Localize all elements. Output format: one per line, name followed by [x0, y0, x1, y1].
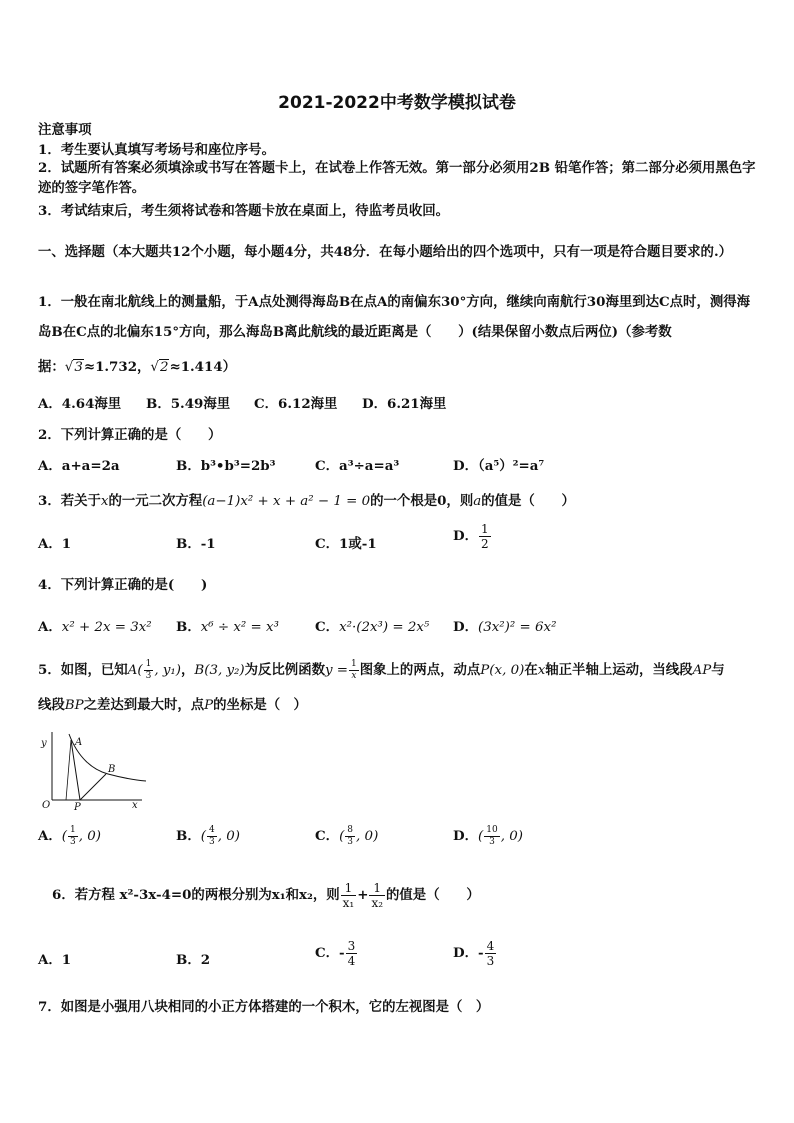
approx-2: ≈1.414）	[169, 359, 237, 375]
q6-option-c[interactable]: C．- $\frac{3}{4}$	[315, 939, 356, 968]
q5-option-d[interactable]: D．( $\frac{10}{3}$ , 0)	[453, 825, 523, 847]
question-2-text: 2．下列计算正确的是（ ）	[38, 427, 222, 443]
q3-option-b[interactable]: B．-1	[176, 536, 216, 552]
q3-option-d-fraction: $\frac{1}{2}$	[481, 522, 489, 551]
fig-segment-ap	[71, 740, 80, 800]
sqrt3: √3	[64, 360, 83, 375]
page-title: 2021-2022中考数学模拟试卷	[278, 93, 516, 113]
q5-option-b[interactable]: B．( $\frac{4}{3}$ , 0)	[176, 825, 240, 847]
q5-figure	[38, 728, 156, 814]
sqrt2: √2	[150, 360, 169, 375]
question-1-data-prefix: 据：	[38, 359, 65, 375]
notice-heading: 注意事项	[38, 122, 92, 138]
q2-option-a[interactable]: A．a+a=2a	[38, 458, 120, 474]
q1-option-a[interactable]: A．4.64海里	[38, 396, 122, 412]
q1-option-c[interactable]: C．6.12海里	[254, 396, 338, 412]
section-heading: 一、选择题（本大题共12个小题，每小题4分，共48分．在每小题给出的四个选项中，只有一项是符合题目要求的.）	[38, 244, 732, 260]
q6-option-a[interactable]: A．1	[38, 952, 72, 968]
q3-option-d[interactable]: D． $\frac{1}{2}$	[453, 522, 489, 551]
q3-option-c[interactable]: C．1或-1	[315, 536, 377, 552]
q4-option-b[interactable]: B．x⁶ ÷ x² = x³	[176, 619, 279, 635]
notice-item-3: 3．考试结束后，考生须将试卷和答题卡放在桌面上，待监考员收回。	[38, 203, 450, 219]
q5-option-a[interactable]: A．( $\frac{1}{3}$ , 0)	[38, 825, 102, 847]
question-5-line-1: 5．如图，已知A( $\frac{1}{3}$ , y₁)，B(3, y₂)为反比例函数y = $\frac{1}{x}$ 图象上的两点，动点P(x, 0)在x轴正半轴上运动，当线段AP与	[38, 659, 725, 681]
fig-dashed	[66, 740, 71, 800]
q2-option-d[interactable]: D．（a⁵）²=a⁷	[453, 458, 545, 474]
fig-label-o: O	[42, 800, 51, 811]
fig-label-y: y	[41, 738, 47, 749]
notice-item-1: 1．考生要认真填写考场号和座位序号。	[38, 142, 275, 158]
fig-label-p: P	[74, 802, 81, 813]
approx-1: ≈1.732，	[83, 359, 151, 375]
q3-option-a[interactable]: A．1	[38, 536, 72, 552]
q1-option-d[interactable]: D．6.21海里	[362, 396, 447, 412]
question-4-text: 4．下列计算正确的是( )	[38, 577, 208, 593]
fig-label-x: x	[132, 800, 138, 811]
q6-option-b[interactable]: B．2	[176, 952, 211, 968]
q6-option-d[interactable]: D．- $\frac{4}{3}$	[453, 939, 495, 968]
q4-option-c[interactable]: C．x²·(2x³) = 2x⁵	[315, 619, 430, 635]
question-1-text: 1．一般在南北航线上的测量船，于A点处测得海岛B在点A的南偏东30°方向，继续向南航行30海里到达C点时，测得海岛B在C点的北偏东15°方向，那么海岛B离此航线的最近距离是（ ）(结果保留小数点后两位)（参考数	[38, 294, 751, 340]
fig-segment-bp	[80, 774, 106, 800]
question-1-data	[38, 357, 236, 378]
fig-label-b: B	[108, 764, 116, 775]
q1-option-b[interactable]: B．5.49海里	[146, 396, 231, 412]
question-7-text: 7．如图是小强用八块相同的小正方体搭建的一个积木，它的左视图是（ ）	[38, 999, 490, 1015]
q3-equation: (a−1)x² + x + a² − 1 = 0	[202, 494, 371, 509]
q4-option-a[interactable]: A．x² + 2x = 3x²	[38, 619, 152, 635]
q2-option-b[interactable]: B．b³•b³=2b³	[176, 458, 276, 474]
q2-option-c[interactable]: C．a³÷a=a³	[315, 458, 400, 474]
question-6-text: 6．若方程 x²-3x-4=0的两根分别为x₁和x₂，则 $\frac{1}{\text{x₁}}$ + $\frac{1}{\text{x₂}}$ 的值是（ ）	[52, 881, 480, 910]
q4-option-d[interactable]: D．(3x²)² = 6x²	[453, 619, 557, 635]
question-5-line-2: 线段BP之差达到最大时，点P的坐标是（ ）	[38, 697, 307, 713]
notice-item-2: 2．试题所有答案必须填涂或书写在答题卡上，在试卷上作答无效。第一部分必须用2B 铅笔作答；第二部分必须用黑色字迹的签字笔作答。	[38, 160, 756, 196]
question-3-text: 3．若关于x的一元二次方程(a−1)x² + x + a² − 1 = 0的一个根是0，则a的值是（ ）	[38, 493, 575, 509]
q5-option-c[interactable]: C．( $\frac{8}{3}$ , 0)	[315, 825, 379, 847]
fig-label-a: A	[75, 737, 83, 748]
